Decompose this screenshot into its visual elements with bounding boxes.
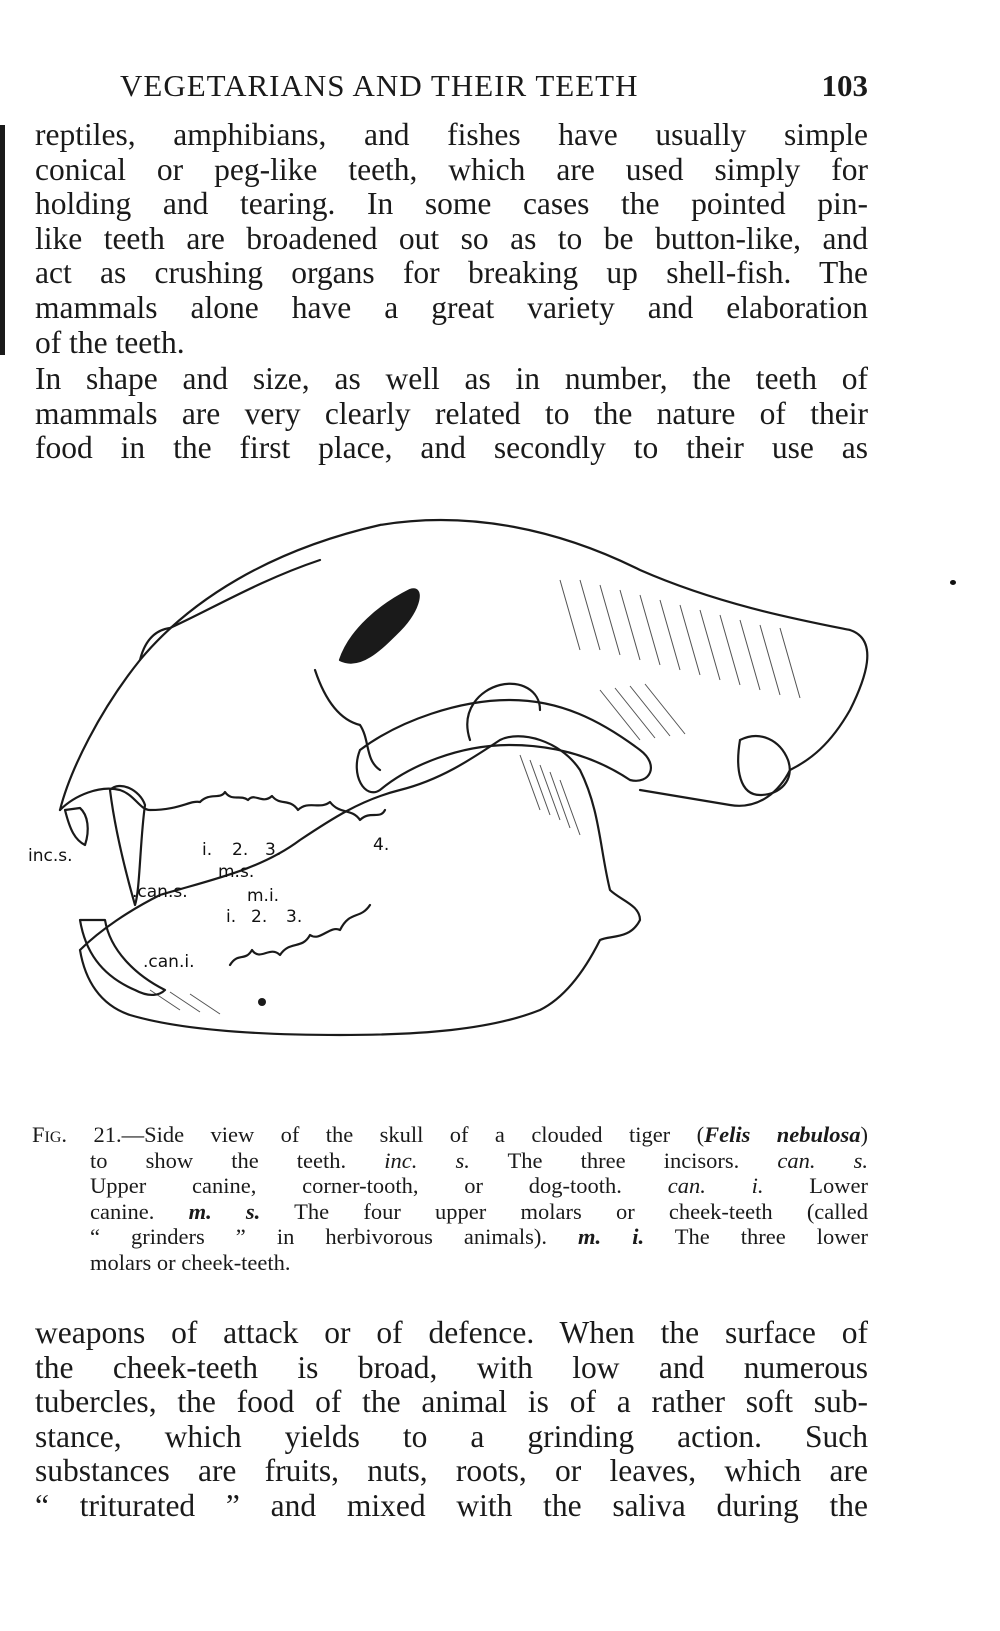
text-line: of the teeth. xyxy=(35,324,185,360)
figure-number: 21. xyxy=(93,1122,122,1147)
skull-illustration xyxy=(28,510,910,1070)
label-upper-4: 4. xyxy=(373,835,390,855)
paragraph-2 xyxy=(35,362,868,466)
caption-abbreviation: can. i. xyxy=(667,1173,764,1198)
nasal-ridge xyxy=(140,560,320,660)
label-inc-s: inc.s. xyxy=(28,846,73,866)
caption-text: to show the teeth. xyxy=(90,1147,347,1173)
text-line: food in the first place, and secondly to their use as xyxy=(35,430,868,466)
label-upper-3: 3. xyxy=(265,840,282,860)
text-line: tubercles, the food of the animal is of a rather soft sub- xyxy=(35,1384,868,1420)
caption-text: —Side view of the skull of a clouded tiger ( xyxy=(121,1122,705,1147)
caption-line xyxy=(90,1199,868,1225)
text-line: holding and tearing. In some cases the pointed pin- xyxy=(35,186,868,222)
caption-line xyxy=(32,1122,868,1148)
caption-line: molars or cheek-teeth. xyxy=(90,1249,291,1275)
paragraph-3 xyxy=(35,1316,868,1524)
caption-text: The four upper molars or cheek-teeth (called xyxy=(294,1198,869,1224)
species-name: Felis nebulosa xyxy=(704,1122,861,1147)
caption-text: The three incisors. xyxy=(507,1147,740,1173)
caption-abbreviation: can. s. xyxy=(777,1147,869,1173)
mental-foramen xyxy=(258,998,266,1006)
label-m-s: m.s. xyxy=(218,862,255,882)
caption-text: ) xyxy=(860,1122,869,1147)
caption-text: “ grinders ” in herbivorous animals). xyxy=(90,1224,547,1249)
text-line: “ triturated ” and mixed with the saliva during the xyxy=(35,1487,868,1523)
label-can-s: .can.s. xyxy=(132,882,188,902)
figure-label: Fig. xyxy=(32,1122,68,1147)
caption-abbreviation: m. s. xyxy=(188,1198,261,1224)
label-lower-i: i. xyxy=(226,907,237,927)
caption-text: canine. xyxy=(90,1198,155,1224)
upper-incisor xyxy=(65,808,88,845)
page-header xyxy=(120,68,868,108)
caption-text: Upper canine, corner-tooth, or dog-tooth. xyxy=(90,1173,622,1198)
coronoid-process xyxy=(467,684,540,740)
caption-text: The three lower xyxy=(674,1224,868,1249)
paragraph-1 xyxy=(35,118,868,360)
text-line: mammals are very clearly related to the nature of their xyxy=(35,395,868,431)
text-line: the cheek-teeth is broad, with low and numerous xyxy=(35,1349,868,1385)
running-title: VEGETARIANS AND THEIR TEETH xyxy=(120,68,639,103)
page-number: 103 xyxy=(821,68,868,103)
label-upper-i: i. xyxy=(202,840,213,860)
caption-line xyxy=(90,1148,868,1174)
print-speck xyxy=(950,580,956,585)
margin-mark xyxy=(0,125,5,355)
label-m-i: m.i. xyxy=(247,886,280,906)
text-line: stance, which yields to a grinding action. Such xyxy=(35,1418,868,1454)
snout-outline xyxy=(60,789,200,810)
skull-drawing xyxy=(40,510,910,1070)
cranium-outline xyxy=(60,520,867,810)
label-can-i: .can.i. xyxy=(143,952,195,972)
figure-caption xyxy=(32,1122,869,1275)
zygomatic-arch xyxy=(357,700,651,792)
text-line: mammals alone have a great variety and elaboration xyxy=(35,289,868,325)
caption-line xyxy=(90,1224,868,1250)
caption-abbreviation: m. i. xyxy=(578,1224,645,1249)
label-upper-2: 2. xyxy=(232,840,249,860)
text-line: conical or peg-like teeth, which are used simply for xyxy=(35,151,868,187)
caption-abbreviation: inc. s. xyxy=(384,1147,470,1173)
label-lower-3: 3. xyxy=(286,907,303,927)
text-line: act as crushing organs for breaking up shell-fish. The xyxy=(35,255,868,291)
caption-line xyxy=(90,1173,868,1199)
text-line: reptiles, amphibians, and fishes have usually simple xyxy=(35,117,868,152)
orbit xyxy=(340,589,419,662)
label-lower-2: 2. xyxy=(251,907,268,927)
caption-text: Lower xyxy=(809,1173,868,1198)
text-line: In shape and size, as well as in number, the teeth of xyxy=(35,361,868,396)
text-line: like teeth are broadened out so as to be button-like, and xyxy=(35,220,868,256)
text-line: weapons of attack or of defence. When the surface of xyxy=(35,1315,868,1350)
maxilla-suture xyxy=(315,670,380,770)
shading-hatching xyxy=(150,580,800,1014)
occipital-region xyxy=(738,736,790,795)
text-line: substances are fruits, nuts, roots, or leaves, which are xyxy=(35,1453,868,1489)
